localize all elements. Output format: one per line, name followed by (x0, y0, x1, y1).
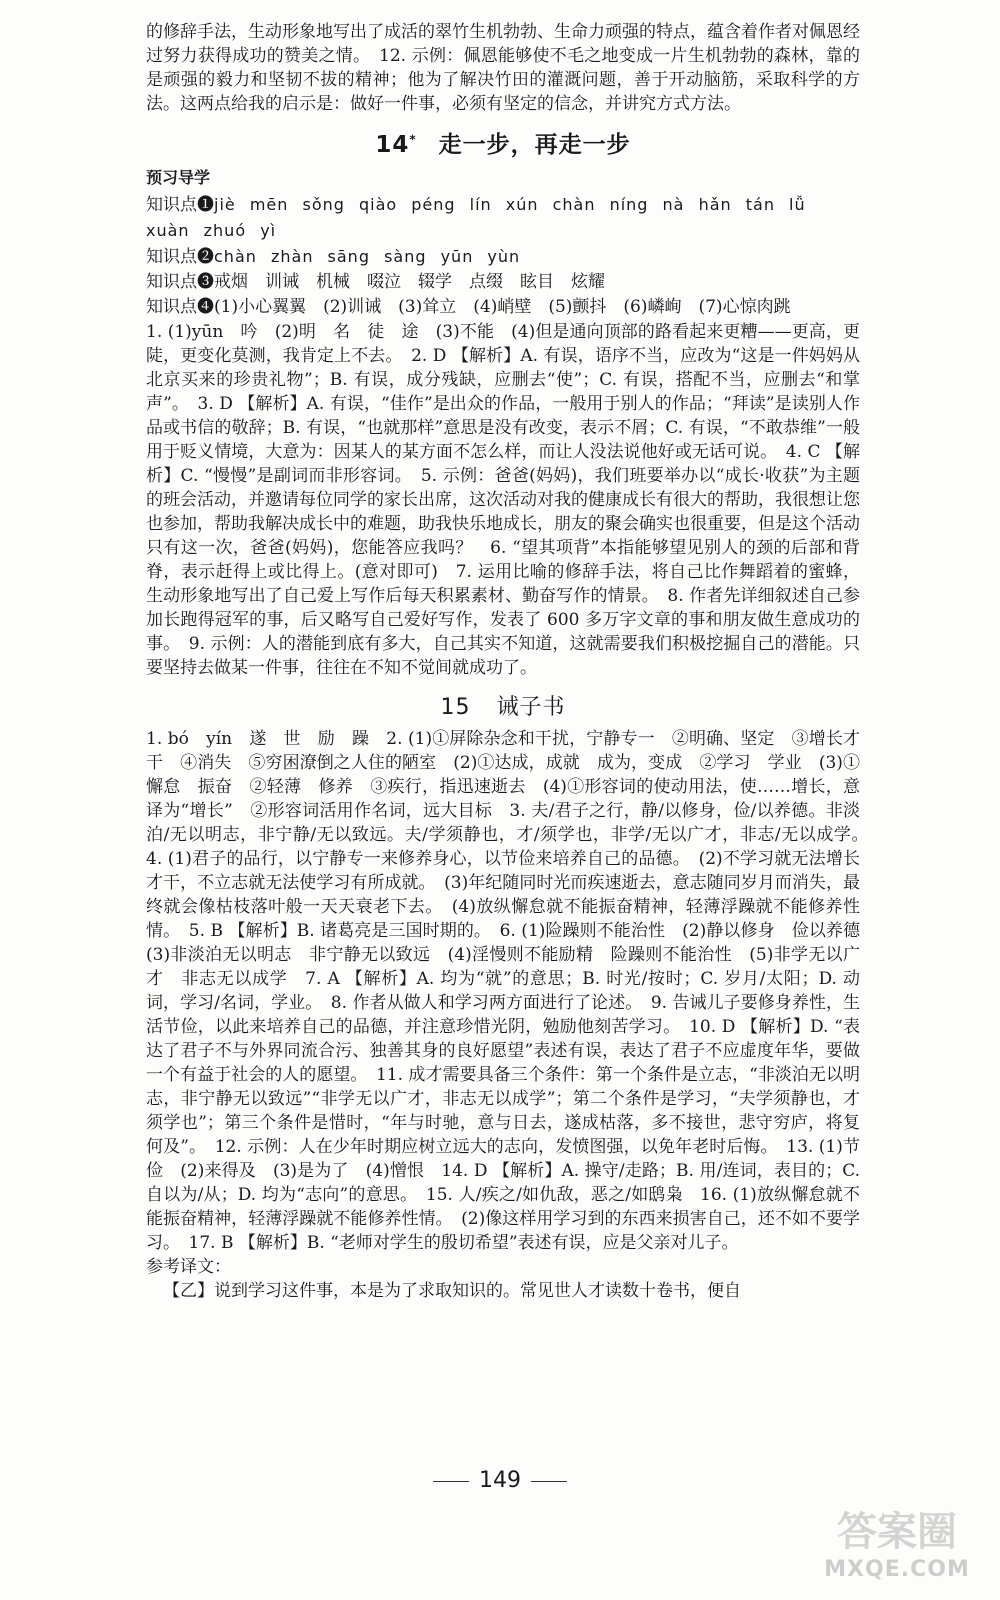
page-number: 149 (0, 1468, 1000, 1493)
knowledge-point-4-label: 知识点❹ (146, 297, 214, 317)
knowledge-point-4-words: (1)小心翼翼 (2)训诫 (3)耸立 (4)峭壁 (5)颤抖 (6)嶙峋 (7)心惊肉跳 (214, 297, 791, 317)
knowledge-point-2 (146, 244, 860, 270)
translation-label: 参考译文： (146, 1257, 231, 1277)
knowledge-point-3-words: 戒烟 训诫 机械 啜泣 辍学 点缀 眩目 炫耀 (214, 272, 605, 292)
knowledge-point-1-pinyin: jiè mēn sǒng qiào péng lín xún chàn níng nà hǎn tán lǚ xuàn zhuó yì (146, 195, 806, 240)
lesson14-title-text: 走一步，再走一步 (438, 132, 631, 158)
knowledge-point-2-pinyin: chàn zhàn sāng sàng yūn yùn (214, 247, 521, 266)
lesson14-answers: 1. (1)yūn 吟 (2)明 名 徒 途 (3)不能 (4)但是通向顶部的路看起来更糟——更高，更陡，更变化莫测，我肯定上不去。 2. D 【解析】A. 有误，语序不当，应改为“这是一件妈妈从北京买来的珍贵礼物”；B. 有误，成分残缺，应删去“使”；C. 有误，搭配不当，应删去“和掌声”。 3. D 【解析】A. 有误，“佳作”是出众的作品，一般用于别人的作品；“拜读”是读别人作品或书信的敬辞；B. 有误，“也就那样”意思是没有改变，表示不屑；C. 有误，“不敢恭维”一般用于贬义情境，大意为：因某人的某方面不怎么样，而让人没法说他好或无话可说。 4. C 【解析】C. “慢慢”是副词而非形容词。 5. 示例：爸爸(妈妈)，我们班要举办以“成长·收获”为主题的班会活动，并邀请每位同学的家长出席，这次活动对我的健康成长有很大的帮助，我很想让您也参加，帮助我解决成长中的难题，助我快乐地成长，朋友的聚会确实也很重要，但是这个活动只有这一次，爸爸(妈妈)，您能答应我吗？ 6. “望其项背”本指能够望见别人的颈的后部和背脊，表示赶得上或比得上。(意对即可) 7. 运用比喻的修辞手法，将自己比作舞蹈着的蜜蜂，生动形象地写出了自己爱上写作后每天积累素材、勤奋写作的情景。 8. 作者先详细叙述自己参加长跑得冠军的事，后又略写自己爱好写作，发表了 600 多万字文章的事和朋友做生意成功的事。 9. 示例：人的潜能到底有多大，自己其实不知道，这就需要我们积极挖掘自己的潜能。只要坚持去做某一件事，往往在不知不觉间就成功了。 (146, 322, 860, 678)
lesson15-number: 15 (440, 695, 471, 720)
watermark-site: MXQE.COM (824, 1557, 970, 1582)
knowledge-point-1-label: 知识点❶ (146, 195, 214, 215)
page-number-dash-right (531, 1481, 567, 1482)
lesson14-title (146, 126, 860, 159)
lesson15-title-text: 诫子书 (496, 695, 566, 720)
knowledge-point-3 (146, 270, 860, 295)
watermark-logo: 答案圈 (837, 1509, 957, 1555)
knowledge-point-3-label: 知识点❸ (146, 272, 214, 292)
page-number-dash-left (433, 1481, 469, 1482)
knowledge-point-1 (146, 192, 860, 244)
knowledge-point-4 (146, 295, 860, 320)
lesson15-answers: 1. bó yín 遂 世 励 躁 2. (1)①屏除杂念和干扰，宁静专一 ②明确、坚定 ③增长才干 ④消失 ⑤穷困潦倒之人住的陋室 (2)①达成，成就 成为，变成 ②学习 学业 (3)①懈怠 振奋 ②轻薄 修养 ③疾行，指迅速逝去 (4)①形容词的使动用法，使……增长，意译为“增长” ②形容词活用作名词，远大目标 3. 夫/君子之行，静/以修身，俭/以养德。非淡泊/无以明志，非宁静/无以致远。夫/学须静也，才/须学也，非学/无以广才，非志/无以成学。 4. (1)君子的品行，以宁静专一来修养身心，以节俭来培养自己的品德。 (2)不学习就无法增长才干，不立志就无法使学习有所成就。 (3)年纪随同时光而疾速逝去，意志随同岁月而消失，最终就会像枯枝落叶般一天天衰老下去。 (4)放纵懈怠就不能振奋精神，轻薄浮躁就不能修养性情。 5. B 【解析】B. 诸葛亮是三国时期的。 6. (1)险躁则不能治性 (2)静以修身 俭以养德 (3)非淡泊无以明志 非宁静无以致远 (4)淫慢则不能励精 险躁则不能治性 (5)非学无以广才 非志无以成学 7. A 【解析】A. 均为“就”的意思；B. 时光/按时；C. 岁月/太阳；D. 动词，学习/名词，学业。 8. 作者从做人和学习两方面进行了论述。 9. 告诫儿子要修身养性，生活节俭，以此来培养自己的品德，并注意珍惜光阴，勉励他刻苦学习。 10. D 【解析】D. “表达了君子不与外界同流合污、独善其身的良好愿望”表述有误，表达了君子不应虚度年华，要做一个有益于社会的人的愿望。 11. 成才需要具备三个条件：第一个条件是立志，“非淡泊无以明志，非宁静无以致远”“非学无以广才，非志无以成学”；第二个条件是学习，“夫学须静也，才须学也”；第三个条件是惜时，“年与时驰，意与日去，遂成枯落，多不接世，悲守穷庐，将复何及”。 12. 示例：人在少年时期应树立远大的志向，发愤图强，以免年老时后悔。 13. (1)节俭 (2)来得及 (3)是为了 (4)憎恨 14. D 【解析】A. 操守/走路；B. 用/连词，表目的；C. 自以为/从；D. 均为“志向”的意思。 15. 人/疾之/如仇敌，恶之/如鸱枭 16. (1)放纵懈怠就不能振奋精神，轻薄浮躁就不能修养性情。 (2)像这样用学习到的东西来损害自己，还不如不要学习。 17. B 【解析】B. “老师对学生的殷切希望”表述有误，应是父亲对儿子。 (146, 729, 877, 1253)
lesson14-number: 14* (375, 132, 417, 158)
translation-text: 【乙】说到学习这件事，本是为了求取知识的。常见世人才读数十卷书，便自 (163, 1281, 741, 1301)
lesson14-subtitle: 预习导学 (146, 168, 211, 187)
intro-paragraph: 的修辞手法，生动形象地写出了成活的翠竹生机勃勃、生命力顽强的特点，蕴含着作者对佩恩经过努力获得成功的赞美之情。 12. 示例：佩恩能够使不毛之地变成一片生机勃勃的森林，靠的是顽强的毅力和坚韧不拔的精神；他为了解决竹田的灌溉问题，善于开动脑筋，采取科学的方法。这两点给我的启示是：做好一件事，必须有坚定的信念，并讲究方式方法。 (146, 22, 860, 114)
watermark (822, 1500, 972, 1582)
knowledge-point-2-label: 知识点❷ (146, 247, 214, 267)
lesson15-title (146, 690, 860, 721)
